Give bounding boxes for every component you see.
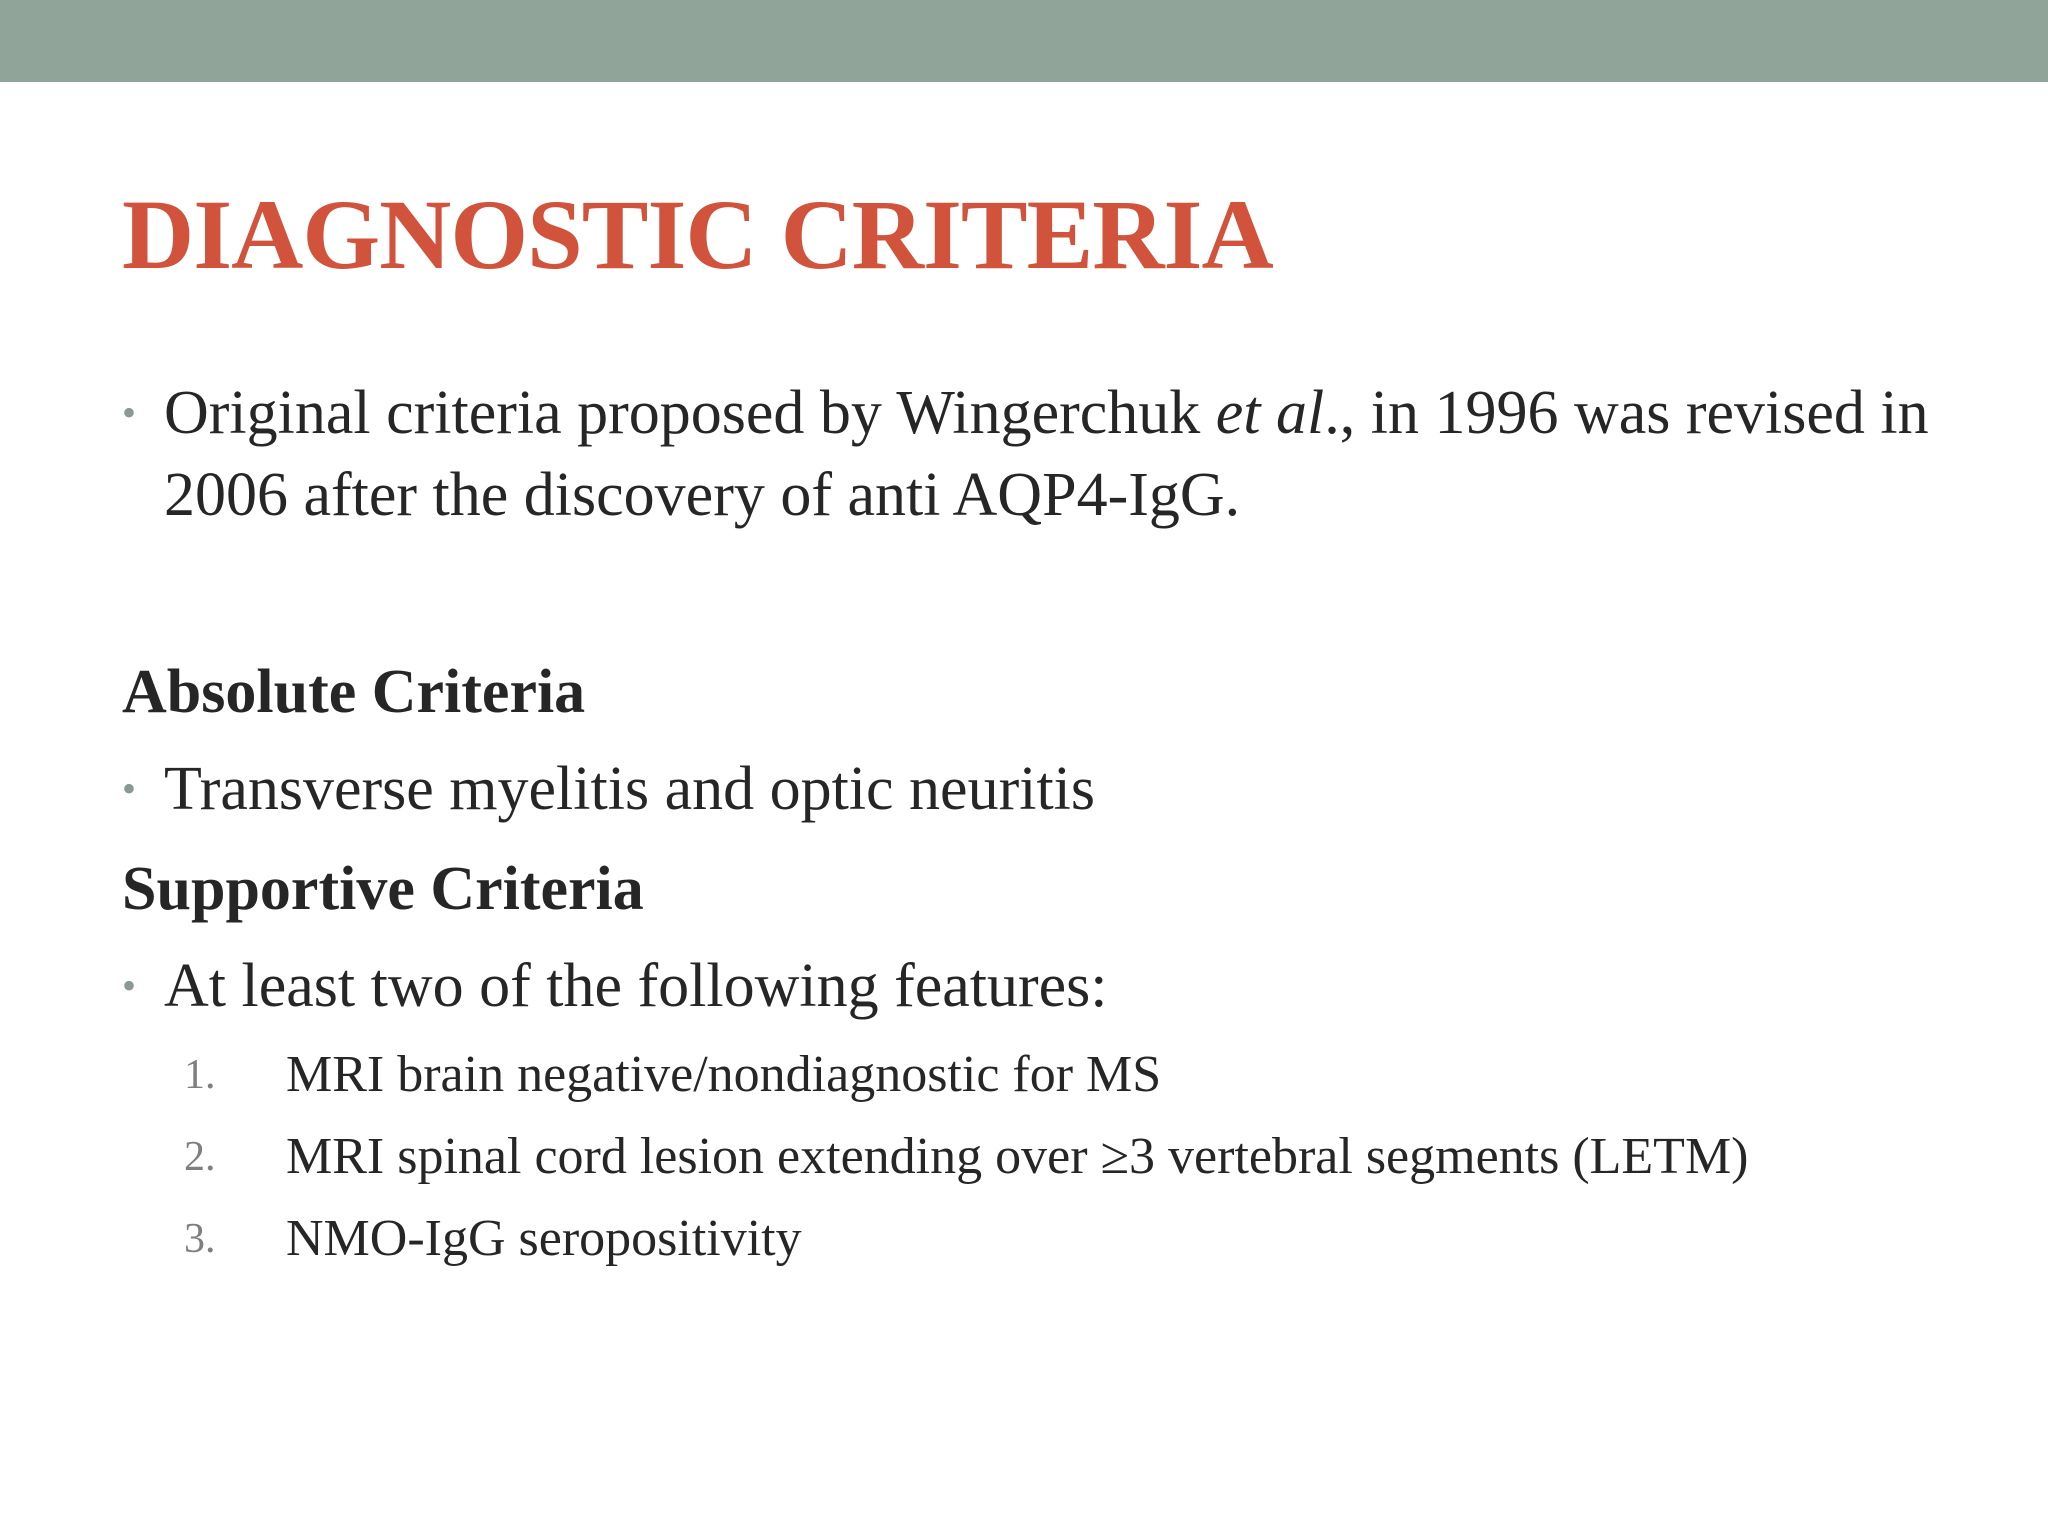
- list-item-text: MRI brain negative/nondiagnostic for MS: [286, 1046, 1162, 1103]
- supportive-criteria-bullet: [122, 945, 1982, 1027]
- supportive-criteria-text: At least two of the following features:: [164, 952, 1108, 1020]
- absolute-criteria-heading: Absolute Criteria: [122, 658, 586, 726]
- absolute-criteria-text: Transverse myelitis and optic neuritis: [164, 755, 1096, 823]
- list-item-number: 3.: [184, 1216, 216, 1262]
- intro-text: [164, 372, 1982, 536]
- intro-text-italic: et al: [1215, 379, 1325, 447]
- list-item-number: 1.: [184, 1052, 216, 1098]
- bullet-icon: •: [122, 390, 137, 435]
- supportive-criteria-heading: Supportive Criteria: [122, 855, 644, 923]
- bullet-icon: •: [122, 766, 137, 811]
- list-item-text: NMO-IgG seropositivity: [286, 1210, 802, 1267]
- intro-text-end: ., in 1996 was revised in 2006 after the discovery of anti AQP4-IgG.: [164, 379, 1929, 529]
- slide-title: DIAGNOSTIC CRITERIA: [122, 179, 1273, 290]
- list-item-number: 2.: [184, 1134, 216, 1180]
- intro-bullet: [122, 372, 1982, 536]
- intro-text-start: Original criteria proposed by Wingerchuk: [164, 379, 1216, 447]
- top-accent-band: [0, 0, 2048, 82]
- list-item-text: MRI spinal cord lesion extending over ≥3 vertebral segments (LETM): [286, 1128, 1749, 1185]
- absolute-criteria-bullet: [122, 748, 1982, 830]
- bullet-icon: •: [122, 963, 137, 1008]
